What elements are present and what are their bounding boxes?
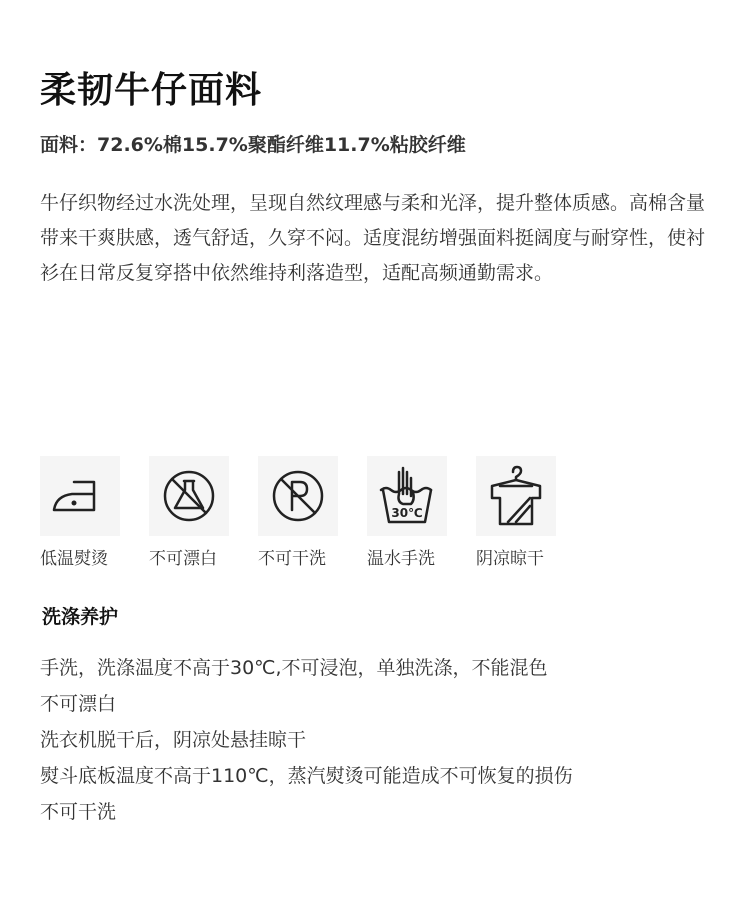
care-instruction: 不可干洗 [40,801,117,823]
care-instruction: 手洗，洗涤温度不高于30℃,不可浸泡，单独洗涤，不能混色 [40,657,548,679]
fabric-composition: 面料：72.6%棉15.7%聚酯纤维11.7%粘胶纤维 [40,134,466,156]
care-instruction: 不可漂白 [40,693,117,715]
care-icon-label: 低温熨烫 [40,549,108,569]
care-icon-item-dry-clean [258,456,338,569]
no-dry-clean-icon [258,456,338,536]
fabric-description: 牛仔织物经过水洗处理，呈现自然纹理感与柔和光泽，提升整体质感。高棉含量带来干爽肤感，透气舒适，久穿不闷。适度混纺增强面料挺阔度与耐穿性，使衬衫在日常反复穿搭中依然维持利落造型，适配高频通勤需求。 [40,192,706,284]
care-icon-label: 阴凉晾干 [476,549,544,569]
care-icon-label: 不可漂白 [149,549,217,569]
care-icon-label: 温水手洗 [367,549,435,569]
care-icon-item-shade-dry [476,456,556,569]
care-section-title: 洗涤养护 [42,606,119,628]
care-icon-item-hand-wash [367,456,447,569]
care-instructions-list [40,650,573,830]
page-title: 柔韧牛仔面料 [40,70,263,111]
care-instruction: 熨斗底板温度不高于110℃，蒸汽熨烫可能造成不可恢复的损伤 [40,765,573,787]
hand-wash-30-icon [367,456,447,536]
care-icons-row [40,456,556,569]
hand-wash-temp-text: 30℃ [391,506,423,520]
care-icon-item-bleach [149,456,229,569]
shade-dry-icon [476,456,556,536]
care-instruction: 洗衣机脱干后，阴凉处悬挂晾干 [40,729,307,751]
care-icon-label: 不可干洗 [258,549,326,569]
care-icon-item-iron [40,456,120,569]
iron-low-temp-icon [40,456,120,536]
no-bleach-icon [149,456,229,536]
